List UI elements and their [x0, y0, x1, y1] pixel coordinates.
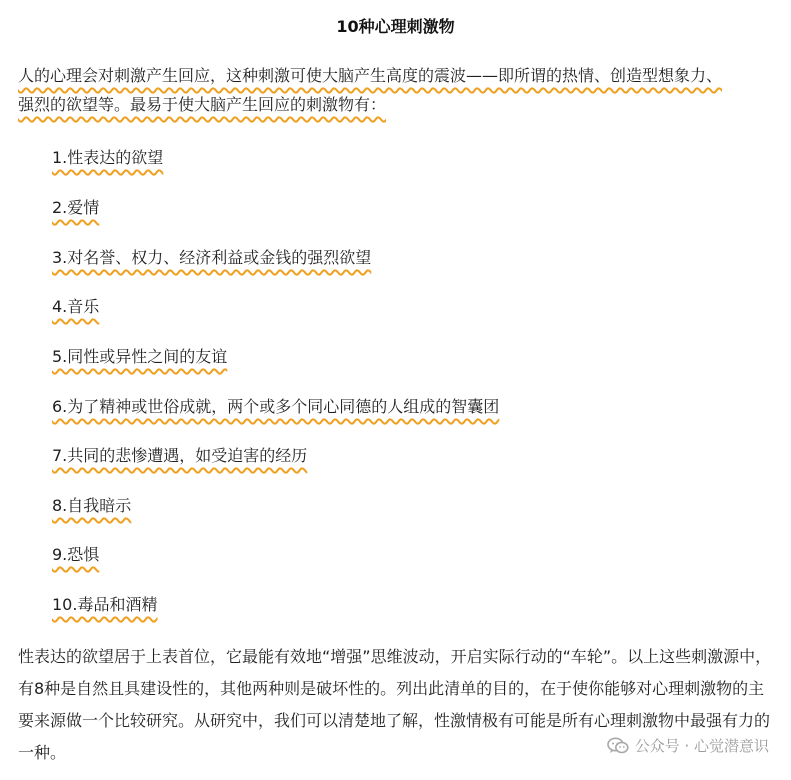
- outro-paragraph: 性表达的欲望居于上表首位，它最能有效地“增强”思维波动，开启实际行动的“车轮”。以上这些刺激源中，有8种是自然且具建设性的，其他两种则是破坏性的。列出此清单的目的，在于使你能够对心理刺激物的主要来源做一个比较研究。从研究中，我们可以清楚地了解，性激情极有可能是所有心理刺激物中最强有力的一种。: [18, 647, 772, 762]
- page-title: 10种心理刺激物: [336, 17, 455, 36]
- list-item: 9.恐惧: [52, 545, 100, 564]
- list-item: 4.音乐: [52, 297, 100, 316]
- intro-line-2: 强烈的欲望等。最易于使大脑产生回应的刺激物有：: [18, 95, 387, 114]
- list-item: 3.对名誉、权力、经济利益或金钱的强烈欲望: [52, 248, 372, 267]
- list-item: 1.性表达的欲望: [52, 148, 164, 167]
- list-item: 6.为了精神或世俗成就，两个或多个同心同德的人组成的智囊团: [52, 397, 500, 416]
- list-item: 2.爱情: [52, 198, 100, 217]
- list-item: 7.共同的悲惨遭遇，如受迫害的经历: [52, 446, 308, 465]
- list-item: 5.同性或异性之间的友谊: [52, 347, 228, 366]
- watermark-text: 公众号 · 心觉潜意识: [634, 737, 769, 755]
- wechat-icon: [607, 737, 629, 755]
- watermark: [607, 735, 769, 756]
- list-item: 10.毒品和酒精: [52, 595, 158, 614]
- list-item: 8.自我暗示: [52, 496, 132, 515]
- intro-line-1: 人的心理会对刺激产生回应，这种刺激可使大脑产生高度的震波——即所谓的热情、创造型想象力、: [18, 66, 723, 85]
- intro-paragraph: [18, 61, 773, 119]
